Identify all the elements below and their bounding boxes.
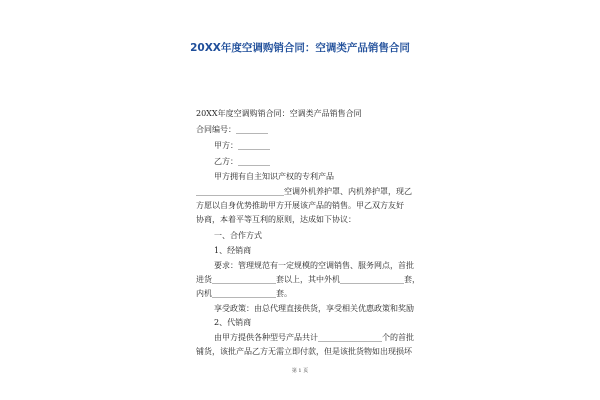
paragraph-line: 协商，本着平等互利的原则，达成如下协议： <box>196 215 356 224</box>
paragraph-line: ______________________空调外机养护罩、内机养护罩，现乙 <box>196 187 412 196</box>
paragraph-line: 甲方拥有自主知识产权的专利产品 <box>214 172 334 181</box>
section-heading: 一、合作方式 <box>214 231 262 240</box>
party-b-line: 乙方：________ <box>214 157 270 166</box>
paragraph-line: 内机________________套。 <box>196 289 292 298</box>
paragraph-line: 进货________________套以上，其中外机________________套， <box>196 275 420 284</box>
page-number: 第 1 页 <box>291 368 309 374</box>
contract-heading: 20XX年度空调购销合同：空调类产品销售合同 <box>196 109 362 118</box>
paragraph-line: 享受政策：由总代理直接供货，享受相关优惠政策和奖励 <box>214 304 414 313</box>
paragraph-line: 要求：管理规范有一定规模的空调销售、服务网点，首批 <box>214 261 414 270</box>
subsection-heading: 1、经销商 <box>214 246 252 255</box>
paragraph-line: 方愿以自身优势推助甲方开展该产品的销售。甲乙双方友好 <box>196 201 404 210</box>
paragraph-line: 由甲方提供各种型号产品共计________________个的首批 <box>214 333 414 342</box>
contract-number-line: 合同编号：________ <box>196 125 268 134</box>
document-title: 20XX年度空调购销合同：空调类产品销售合同 <box>190 42 410 54</box>
party-a-line: 甲方：________ <box>214 141 270 150</box>
paragraph-line: 铺货，该批产品乙方无需立即付款，但是该批货物如出现损坏 <box>196 347 412 356</box>
subsection-heading: 2、代销商 <box>214 318 252 327</box>
